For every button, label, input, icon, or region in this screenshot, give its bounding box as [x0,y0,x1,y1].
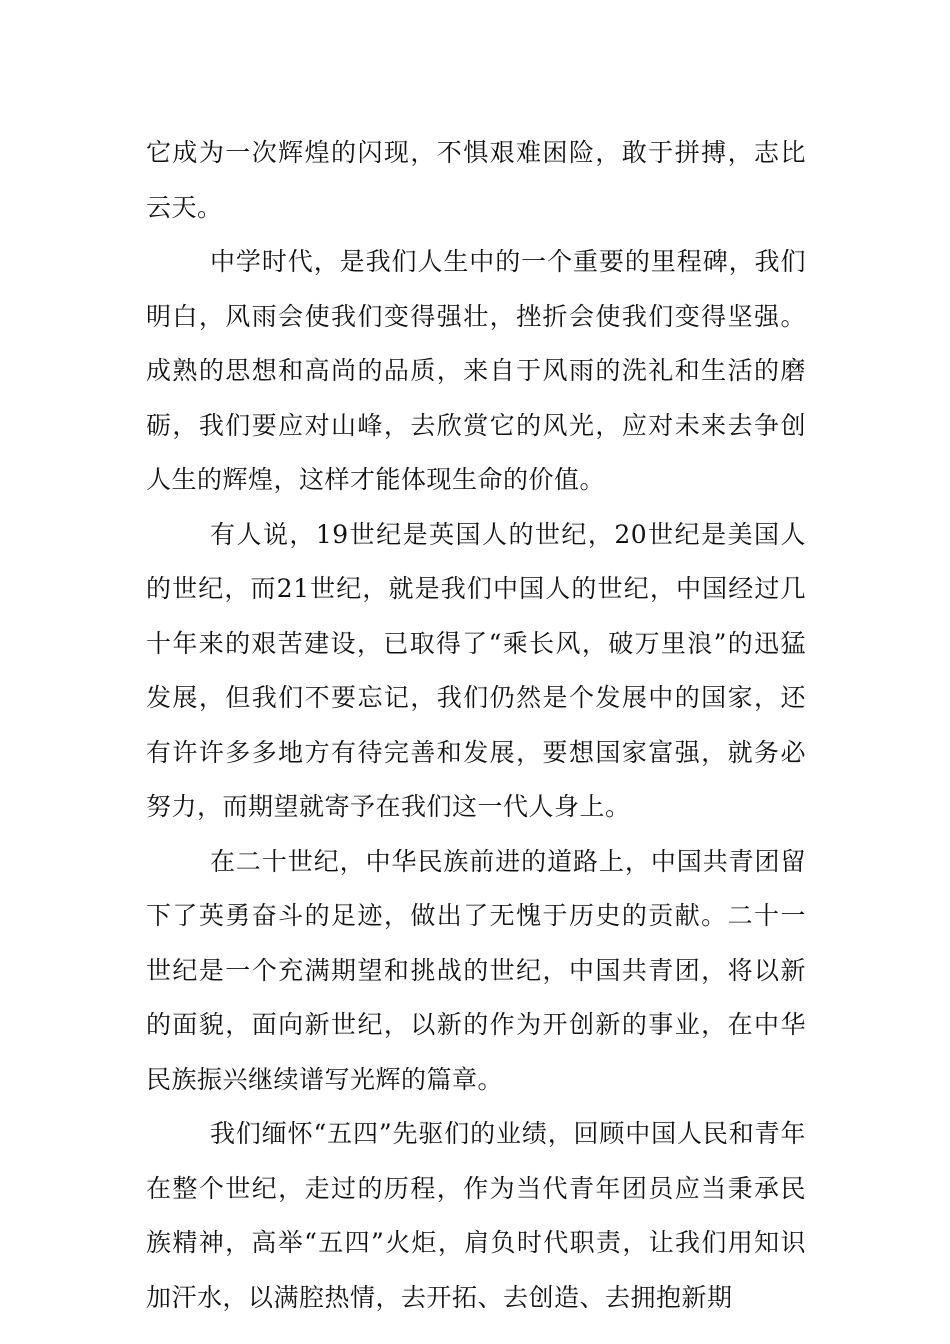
paragraph-3: 有人说，19世纪是英国人的世纪，20世纪是美国人的世纪，而21世纪，就是我们中国人的世纪，中国经过几十年来的艰苦建设，已取得了“乘长风，破万里浪”的迅猛发展，但我们不要忘记，我们仍然是个发展中的国家，还有许许多多地方有待完善和发展，要想国家富强，就务必努力，而期望就寄予在我们这一代人身上。 [146,519,806,821]
paragraph-4: 在二十世纪，中华民族前进的道路上，中国共青团留下了英勇奋斗的足迹，做出了无愧于历史的贡献。二十一世纪是一个充满期望和挑战的世纪，中国共青团，将以新的面貌，面向新世纪，以新的作为开创新的事业，在中华民族振兴继续谱写光辉的篇章。 [146,846,806,1094]
paragraph-1: 它成为一次辉煌的闪现，不惧艰难困险，敢于拼搏，志比云天。 [146,138,806,222]
paragraph-5: 我们缅怀“五四”先驱们的业绩，回顾中国人民和青年在整个世纪，走过的历程，作为当代青年团员应当秉承民族精神，高举“五四”火炬，肩负时代职责，让我们用知识加汗水，以满腔热情，去开拓、去创造、去拥抱新期 [146,1119,806,1312]
document-body [146,126,806,1325]
paragraph-2: 中学时代，是我们人生中的一个重要的里程碑，我们明白，风雨会使我们变得强壮，挫折会使我们变得坚强。成熟的思想和高尚的品质，来自于风雨的洗礼和生活的磨砺，我们要应对山峰，去欣赏它的风光，应对未来去争创人生的辉煌，这样才能体现生命的价值。 [146,247,806,494]
